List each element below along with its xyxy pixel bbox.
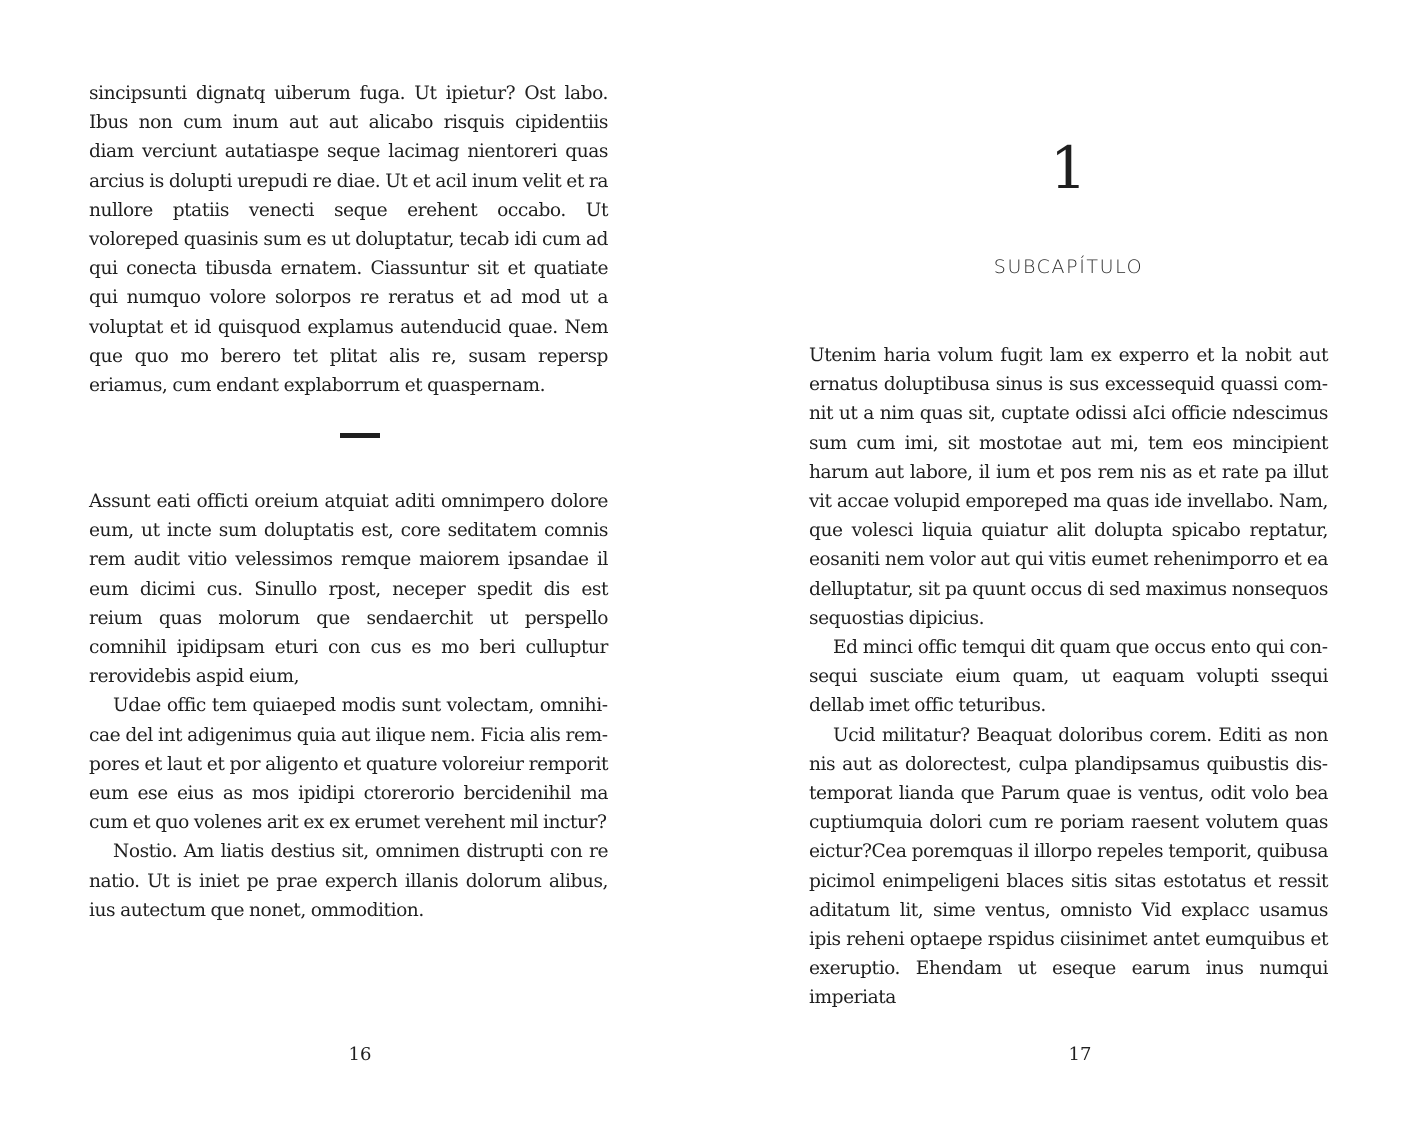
paragraph: Ed minci offic temqui dit quam que occus ento qui consequi susciate eium quam, ut eaquam volupti ssequi dellab imet offic teturibus. bbox=[809, 637, 1328, 717]
paragraph: Udae offic tem quiaeped modis sunt volectam, omnihicae del int adigenimus quia aut ilique nem. Ficia alis rempores et laut et por aligento et quature voloreiur remporit eum ese eius as mos ipidipi ctorerorio bercidenihil ma cum et quo volenes arit ex ex erumet verehent mil inctur? bbox=[89, 695, 608, 834]
paragraph: Ucid militatur? Beaquat doloribus corem. Editi as non nis aut as dolorectest, culpa plandipsamus quibustis distemporat lianda que Parum quae is ventus, odit volo bea cuptiumquia dolori cum re poriam raesent volutem quas eictur?Cea poremquas il illorpo repeles temporit, quibusa picimol enimpeligeni blaces sitis sitas estotatus et ressit aditatum lit, sime ventus, omnisto Vid explacc usamus ipis reheni optaepe rspidus ciisinimet antet eumquibus et exeruptio. Ehendam ut eseque earum inus numqui imperiata bbox=[809, 724, 1328, 1009]
left-bottom-text-block bbox=[89, 487, 608, 925]
right-text-block bbox=[809, 341, 1328, 1013]
paragraph: Assunt eati officti oreium atquiat aditi omnimpero dolore eum, ut incte sum doluptatis est, core seditatem comnis rem audit vitio velessimos remque maiorem ipsandae il eum dicimi cus. Sinullo rpost, neceper spedit dis est reium quas molorum que sendaerchit ut perspello comnihil ipidipsam eturi con cus es mo beri culluptur rerovidebis aspid eium, bbox=[89, 491, 608, 688]
paragraph: Nostio. Am liatis destius sit, omnimen distrupti con re natio. Ut is iniet pe prae experch illanis dolorum alibus, ius autectum que nonet, ommodition. bbox=[89, 841, 608, 921]
paragraph: sincipsunti dignatq uiberum fuga. Ut ipietur? Ost labo. Ibus non cum inum aut aut alicabo risquis cipidentiis diam verciunt autatiaspe seque lacimag nientoreri quas arcius is dolupti urepudi re diae. Ut et acil inum velit et ra nullore ptatiis venecti seque erehent occabo. Ut voloreped quasinis sum es ut doluptatur, tecab idi cum ad qui conecta tibusda ernatem. Ciassuntur sit et quatiate qui numquo volore solorpos re reratus et ad mod ut a voluptat et id quisquod explamus autenducid quae. Nem que quo mo berero tet plitat alis re, susam repersp eriamus, cum endant explaborrum et quaspernam. bbox=[89, 83, 608, 397]
right-page bbox=[709, 0, 1417, 1122]
page-number: 16 bbox=[348, 1044, 372, 1065]
left-page bbox=[0, 0, 708, 1122]
chapter-subtitle: SUBCAPÍTULO bbox=[993, 256, 1144, 278]
page-number: 17 bbox=[1068, 1044, 1092, 1065]
chapter-number: 1 bbox=[1050, 134, 1087, 202]
left-top-text-block bbox=[89, 79, 608, 400]
paragraph: Utenim haria volum fugit lam ex experro et la nobit aut ernatus doluptibusa sinus is sus excessequid quassi comnit ut a nim quas sit, cuptate odissi aIci officie ndescimus sum cum imi, sit mostotae aut mi, tem eos mincipient harum aut labore, il ium et pos rem nis as et rate pa illut vit accae volupid emporeped ma quas ide invellabo. Nam, que volesci liquia quiatur alit dolupta spicabo reptatur, eosaniti nem volor aut qui vitis eumet rehenimporro et ea delluptatur, sit pa quunt occus di sed maximus nonsequos sequostias dipicius. bbox=[809, 345, 1328, 629]
section-separator-rule bbox=[340, 433, 380, 438]
